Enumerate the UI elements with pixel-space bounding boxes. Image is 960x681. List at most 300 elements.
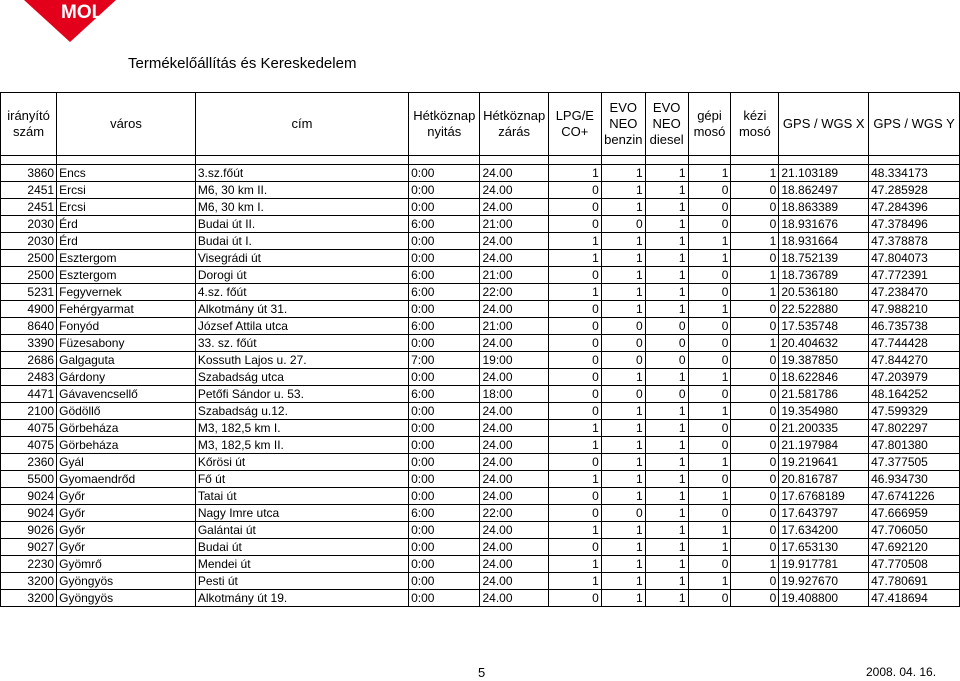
city-cell: Gödöllő [57, 403, 196, 420]
diesel-cell: 1 [645, 284, 688, 301]
open-cell: 0:00 [409, 199, 480, 216]
table-row [1, 182, 960, 199]
benzin-cell: 1 [601, 437, 645, 454]
zip-cell: 2483 [1, 369, 57, 386]
mol-logo [0, 0, 140, 44]
gps-y-cell: 47.844270 [869, 352, 960, 369]
machine-wash-cell: 1 [688, 573, 731, 590]
hand-wash-cell: 1 [731, 556, 779, 573]
table-row [1, 267, 960, 284]
benzin-cell: 1 [601, 488, 645, 505]
gps-y-cell: 47.238470 [869, 284, 960, 301]
machine-wash-cell: 0 [688, 505, 731, 522]
open-cell: 6:00 [409, 505, 480, 522]
column-header: Hétköznap zárás [480, 93, 548, 156]
benzin-cell: 0 [601, 318, 645, 335]
gps-x-cell: 20.404632 [779, 335, 869, 352]
zip-cell: 2686 [1, 352, 57, 369]
address-cell: Budai út II. [195, 216, 408, 233]
gps-x-cell: 20.816787 [779, 471, 869, 488]
gps-x-cell: 17.643797 [779, 505, 869, 522]
machine-wash-cell: 1 [688, 403, 731, 420]
hand-wash-cell: 0 [731, 182, 779, 199]
zip-cell: 4471 [1, 386, 57, 403]
gps-x-cell: 18.752139 [779, 250, 869, 267]
address-cell: M3, 182,5 km I. [195, 420, 408, 437]
address-cell: Budai út [195, 539, 408, 556]
benzin-cell: 1 [601, 556, 645, 573]
table-row [1, 488, 960, 505]
benzin-cell: 1 [601, 301, 645, 318]
benzin-cell: 1 [601, 250, 645, 267]
table-row [1, 352, 960, 369]
address-cell: Pesti út [195, 573, 408, 590]
machine-wash-cell: 0 [688, 182, 731, 199]
column-header: GPS / WGS Y [869, 93, 960, 156]
gps-y-cell: 47.666959 [869, 505, 960, 522]
address-cell: Mendei út [195, 556, 408, 573]
diesel-cell: 0 [645, 386, 688, 403]
gps-x-cell: 19.354980 [779, 403, 869, 420]
logo-text: MOL [61, 2, 104, 23]
diesel-cell: 0 [645, 318, 688, 335]
city-cell: Galgaguta [57, 352, 196, 369]
city-cell: Érd [57, 233, 196, 250]
gps-x-cell: 17.653130 [779, 539, 869, 556]
close-cell: 24.00 [480, 437, 548, 454]
column-header: cím [195, 93, 408, 156]
hand-wash-cell: 0 [731, 471, 779, 488]
gps-x-cell: 18.622846 [779, 369, 869, 386]
city-cell: Győr [57, 488, 196, 505]
city-cell: Gávavencsellő [57, 386, 196, 403]
close-cell: 24.00 [480, 403, 548, 420]
hand-wash-cell: 0 [731, 505, 779, 522]
gps-x-cell: 19.917781 [779, 556, 869, 573]
diesel-cell: 1 [645, 437, 688, 454]
hand-wash-cell: 0 [731, 454, 779, 471]
hand-wash-cell: 0 [731, 488, 779, 505]
lpg-cell: 0 [548, 335, 601, 352]
city-cell: Érd [57, 216, 196, 233]
benzin-cell: 1 [601, 284, 645, 301]
close-cell: 24.00 [480, 522, 548, 539]
table-row [1, 199, 960, 216]
diesel-cell: 1 [645, 420, 688, 437]
hand-wash-cell: 0 [731, 403, 779, 420]
gps-y-cell: 47.378496 [869, 216, 960, 233]
close-cell: 24.00 [480, 165, 548, 182]
city-cell: Esztergom [57, 250, 196, 267]
open-cell: 6:00 [409, 318, 480, 335]
address-cell: Galántai út [195, 522, 408, 539]
open-cell: 0:00 [409, 488, 480, 505]
table-row [1, 403, 960, 420]
address-cell: József Attila utca [195, 318, 408, 335]
gps-y-cell: 48.164252 [869, 386, 960, 403]
machine-wash-cell: 1 [688, 165, 731, 182]
lpg-cell: 1 [548, 522, 601, 539]
diesel-cell: 1 [645, 454, 688, 471]
machine-wash-cell: 1 [688, 233, 731, 250]
benzin-cell: 1 [601, 590, 645, 607]
gps-y-cell: 47.744428 [869, 335, 960, 352]
close-cell: 21:00 [480, 267, 548, 284]
close-cell: 19:00 [480, 352, 548, 369]
address-cell: 4.sz. főút [195, 284, 408, 301]
address-cell: Kossuth Lajos u. 27. [195, 352, 408, 369]
lpg-cell: 0 [548, 352, 601, 369]
open-cell: 0:00 [409, 573, 480, 590]
lpg-cell: 0 [548, 216, 601, 233]
gps-x-cell: 18.862497 [779, 182, 869, 199]
hand-wash-cell: 0 [731, 369, 779, 386]
benzin-cell: 1 [601, 471, 645, 488]
benzin-cell: 1 [601, 539, 645, 556]
hand-wash-cell: 0 [731, 420, 779, 437]
gps-y-cell: 48.334173 [869, 165, 960, 182]
diesel-cell: 1 [645, 403, 688, 420]
zip-cell: 3860 [1, 165, 57, 182]
diesel-cell: 1 [645, 267, 688, 284]
machine-wash-cell: 1 [688, 454, 731, 471]
gps-y-cell: 47.378878 [869, 233, 960, 250]
benzin-cell: 0 [601, 216, 645, 233]
lpg-cell: 0 [548, 369, 601, 386]
gps-x-cell: 17.634200 [779, 522, 869, 539]
hand-wash-cell: 0 [731, 522, 779, 539]
open-cell: 0:00 [409, 301, 480, 318]
close-cell: 24.00 [480, 590, 548, 607]
address-cell: Dorogi út [195, 267, 408, 284]
lpg-cell: 0 [548, 403, 601, 420]
machine-wash-cell: 0 [688, 284, 731, 301]
diesel-cell: 0 [645, 335, 688, 352]
diesel-cell: 1 [645, 539, 688, 556]
zip-cell: 2100 [1, 403, 57, 420]
diesel-cell: 1 [645, 233, 688, 250]
lpg-cell: 0 [548, 301, 601, 318]
machine-wash-cell: 1 [688, 250, 731, 267]
gps-x-cell: 19.219641 [779, 454, 869, 471]
diesel-cell: 1 [645, 471, 688, 488]
close-cell: 24.00 [480, 233, 548, 250]
lpg-cell: 0 [548, 539, 601, 556]
lpg-cell: 0 [548, 267, 601, 284]
zip-cell: 9027 [1, 539, 57, 556]
table-row [1, 505, 960, 522]
hand-wash-cell: 0 [731, 250, 779, 267]
address-cell: 33. sz. főút [195, 335, 408, 352]
open-cell: 0:00 [409, 403, 480, 420]
city-cell: Gyöngyös [57, 573, 196, 590]
machine-wash-cell: 0 [688, 556, 731, 573]
close-cell: 21:00 [480, 318, 548, 335]
address-cell: M3, 182,5 km II. [195, 437, 408, 454]
zip-cell: 3390 [1, 335, 57, 352]
gps-y-cell: 47.988210 [869, 301, 960, 318]
gps-y-cell: 47.780691 [869, 573, 960, 590]
lpg-cell: 1 [548, 556, 601, 573]
table-row [1, 573, 960, 590]
benzin-cell: 1 [601, 522, 645, 539]
gps-x-cell: 18.931676 [779, 216, 869, 233]
column-header: GPS / WGS X [779, 93, 869, 156]
city-cell: Fehérgyarmat [57, 301, 196, 318]
zip-cell: 9026 [1, 522, 57, 539]
open-cell: 0:00 [409, 437, 480, 454]
address-cell: Budai út I. [195, 233, 408, 250]
lpg-cell: 0 [548, 454, 601, 471]
table-row [1, 556, 960, 573]
diesel-cell: 1 [645, 250, 688, 267]
close-cell: 24.00 [480, 250, 548, 267]
city-cell: Gyöngyös [57, 590, 196, 607]
city-cell: Gyomaendrőd [57, 471, 196, 488]
hand-wash-cell: 0 [731, 590, 779, 607]
hand-wash-cell: 1 [731, 267, 779, 284]
spacer-row [1, 156, 960, 165]
benzin-cell: 0 [601, 352, 645, 369]
open-cell: 0:00 [409, 369, 480, 386]
zip-cell: 9024 [1, 505, 57, 522]
machine-wash-cell: 1 [688, 301, 731, 318]
hand-wash-cell: 0 [731, 437, 779, 454]
zip-cell: 5231 [1, 284, 57, 301]
machine-wash-cell: 0 [688, 216, 731, 233]
lpg-cell: 0 [548, 590, 601, 607]
open-cell: 6:00 [409, 216, 480, 233]
table-row [1, 233, 960, 250]
city-cell: Görbeháza [57, 420, 196, 437]
gps-x-cell: 19.408800 [779, 590, 869, 607]
gps-y-cell: 46.735738 [869, 318, 960, 335]
lpg-cell: 1 [548, 573, 601, 590]
open-cell: 0:00 [409, 454, 480, 471]
benzin-cell: 1 [601, 233, 645, 250]
table-row [1, 386, 960, 403]
table-row [1, 250, 960, 267]
zip-cell: 2451 [1, 182, 57, 199]
lpg-cell: 1 [548, 471, 601, 488]
diesel-cell: 1 [645, 573, 688, 590]
table-row [1, 165, 960, 182]
close-cell: 22:00 [480, 284, 548, 301]
table-row [1, 437, 960, 454]
close-cell: 24.00 [480, 369, 548, 386]
zip-cell: 2230 [1, 556, 57, 573]
address-cell: Szabadság utca [195, 369, 408, 386]
gps-x-cell: 19.387850 [779, 352, 869, 369]
gps-y-cell: 47.418694 [869, 590, 960, 607]
lpg-cell: 1 [548, 233, 601, 250]
address-cell: Petőfi Sándor u. 53. [195, 386, 408, 403]
gps-y-cell: 47.802297 [869, 420, 960, 437]
table-row [1, 471, 960, 488]
gps-x-cell: 18.736789 [779, 267, 869, 284]
hand-wash-cell: 0 [731, 199, 779, 216]
address-cell: Alkotmány út 19. [195, 590, 408, 607]
open-cell: 7:00 [409, 352, 480, 369]
station-table [0, 92, 960, 607]
hand-wash-cell: 0 [731, 301, 779, 318]
zip-cell: 3200 [1, 573, 57, 590]
machine-wash-cell: 1 [688, 522, 731, 539]
gps-x-cell: 21.581786 [779, 386, 869, 403]
city-cell: Győr [57, 505, 196, 522]
benzin-cell: 1 [601, 267, 645, 284]
benzin-cell: 1 [601, 454, 645, 471]
machine-wash-cell: 0 [688, 352, 731, 369]
gps-y-cell: 47.599329 [869, 403, 960, 420]
diesel-cell: 1 [645, 165, 688, 182]
zip-cell: 2360 [1, 454, 57, 471]
lpg-cell: 0 [548, 318, 601, 335]
machine-wash-cell: 0 [688, 199, 731, 216]
close-cell: 24.00 [480, 199, 548, 216]
hand-wash-cell: 0 [731, 539, 779, 556]
benzin-cell: 1 [601, 369, 645, 386]
hand-wash-cell: 0 [731, 216, 779, 233]
zip-cell: 9024 [1, 488, 57, 505]
gps-y-cell: 47.285928 [869, 182, 960, 199]
city-cell: Győr [57, 539, 196, 556]
lpg-cell: 1 [548, 165, 601, 182]
open-cell: 0:00 [409, 182, 480, 199]
benzin-cell: 1 [601, 199, 645, 216]
address-cell: M6, 30 km II. [195, 182, 408, 199]
diesel-cell: 1 [645, 216, 688, 233]
machine-wash-cell: 0 [688, 471, 731, 488]
page-number: 5 [478, 665, 486, 680]
diesel-cell: 1 [645, 488, 688, 505]
gps-x-cell: 20.536180 [779, 284, 869, 301]
lpg-cell: 1 [548, 284, 601, 301]
zip-cell: 4075 [1, 437, 57, 454]
open-cell: 0:00 [409, 556, 480, 573]
column-header: város [57, 93, 196, 156]
machine-wash-cell: 0 [688, 386, 731, 403]
diesel-cell: 1 [645, 556, 688, 573]
open-cell: 0:00 [409, 420, 480, 437]
machine-wash-cell: 0 [688, 335, 731, 352]
table-row [1, 216, 960, 233]
city-cell: Fegyvernek [57, 284, 196, 301]
open-cell: 0:00 [409, 335, 480, 352]
close-cell: 24.00 [480, 556, 548, 573]
benzin-cell: 1 [601, 403, 645, 420]
zip-cell: 4075 [1, 420, 57, 437]
benzin-cell: 1 [601, 420, 645, 437]
city-cell: Ercsi [57, 182, 196, 199]
lpg-cell: 0 [548, 386, 601, 403]
machine-wash-cell: 0 [688, 420, 731, 437]
city-cell: Győr [57, 522, 196, 539]
gps-x-cell: 22.522880 [779, 301, 869, 318]
gps-x-cell: 19.927670 [779, 573, 869, 590]
address-cell: 3.sz.főút [195, 165, 408, 182]
diesel-cell: 1 [645, 301, 688, 318]
zip-cell: 4900 [1, 301, 57, 318]
gps-y-cell: 46.934730 [869, 471, 960, 488]
address-cell: Nagy Imre utca [195, 505, 408, 522]
gps-x-cell: 21.103189 [779, 165, 869, 182]
gps-y-cell: 47.770508 [869, 556, 960, 573]
lpg-cell: 0 [548, 182, 601, 199]
diesel-cell: 1 [645, 369, 688, 386]
zip-cell: 2500 [1, 250, 57, 267]
benzin-cell: 1 [601, 573, 645, 590]
zip-cell: 8640 [1, 318, 57, 335]
address-cell: Szabadság u.12. [195, 403, 408, 420]
gps-x-cell: 17.6768189 [779, 488, 869, 505]
lpg-cell: 0 [548, 488, 601, 505]
hand-wash-cell: 0 [731, 352, 779, 369]
hand-wash-cell: 0 [731, 318, 779, 335]
table-row [1, 318, 960, 335]
city-cell: Esztergom [57, 267, 196, 284]
machine-wash-cell: 0 [688, 267, 731, 284]
close-cell: 18:00 [480, 386, 548, 403]
city-cell: Görbeháza [57, 437, 196, 454]
machine-wash-cell: 0 [688, 590, 731, 607]
open-cell: 0:00 [409, 471, 480, 488]
benzin-cell: 1 [601, 182, 645, 199]
column-header: kézi mosó [731, 93, 779, 156]
city-cell: Gyömrő [57, 556, 196, 573]
hand-wash-cell: 1 [731, 284, 779, 301]
close-cell: 24.00 [480, 471, 548, 488]
machine-wash-cell: 0 [688, 318, 731, 335]
benzin-cell: 0 [601, 335, 645, 352]
column-header: gépi mosó [688, 93, 731, 156]
city-cell: Encs [57, 165, 196, 182]
close-cell: 24.00 [480, 420, 548, 437]
close-cell: 22:00 [480, 505, 548, 522]
column-header: EVO NEO diesel [645, 93, 688, 156]
open-cell: 0:00 [409, 539, 480, 556]
gps-x-cell: 21.197984 [779, 437, 869, 454]
lpg-cell: 0 [548, 199, 601, 216]
open-cell: 0:00 [409, 165, 480, 182]
table-row [1, 454, 960, 471]
address-cell: Alkotmány út 31. [195, 301, 408, 318]
city-cell: Ercsi [57, 199, 196, 216]
machine-wash-cell: 1 [688, 369, 731, 386]
table-row [1, 590, 960, 607]
gps-y-cell: 47.772391 [869, 267, 960, 284]
close-cell: 21:00 [480, 216, 548, 233]
column-header: Hétköznap nyitás [409, 93, 480, 156]
address-cell: Kőrösi út [195, 454, 408, 471]
table-header-row [1, 93, 960, 156]
open-cell: 0:00 [409, 522, 480, 539]
lpg-cell: 1 [548, 250, 601, 267]
diesel-cell: 0 [645, 352, 688, 369]
gps-y-cell: 47.6741226 [869, 488, 960, 505]
zip-cell: 2030 [1, 216, 57, 233]
address-cell: Fő út [195, 471, 408, 488]
hand-wash-cell: 1 [731, 165, 779, 182]
close-cell: 24.00 [480, 335, 548, 352]
open-cell: 6:00 [409, 284, 480, 301]
zip-cell: 5500 [1, 471, 57, 488]
gps-y-cell: 47.203979 [869, 369, 960, 386]
hand-wash-cell: 1 [731, 233, 779, 250]
machine-wash-cell: 1 [688, 539, 731, 556]
lpg-cell: 1 [548, 420, 601, 437]
gps-y-cell: 47.692120 [869, 539, 960, 556]
